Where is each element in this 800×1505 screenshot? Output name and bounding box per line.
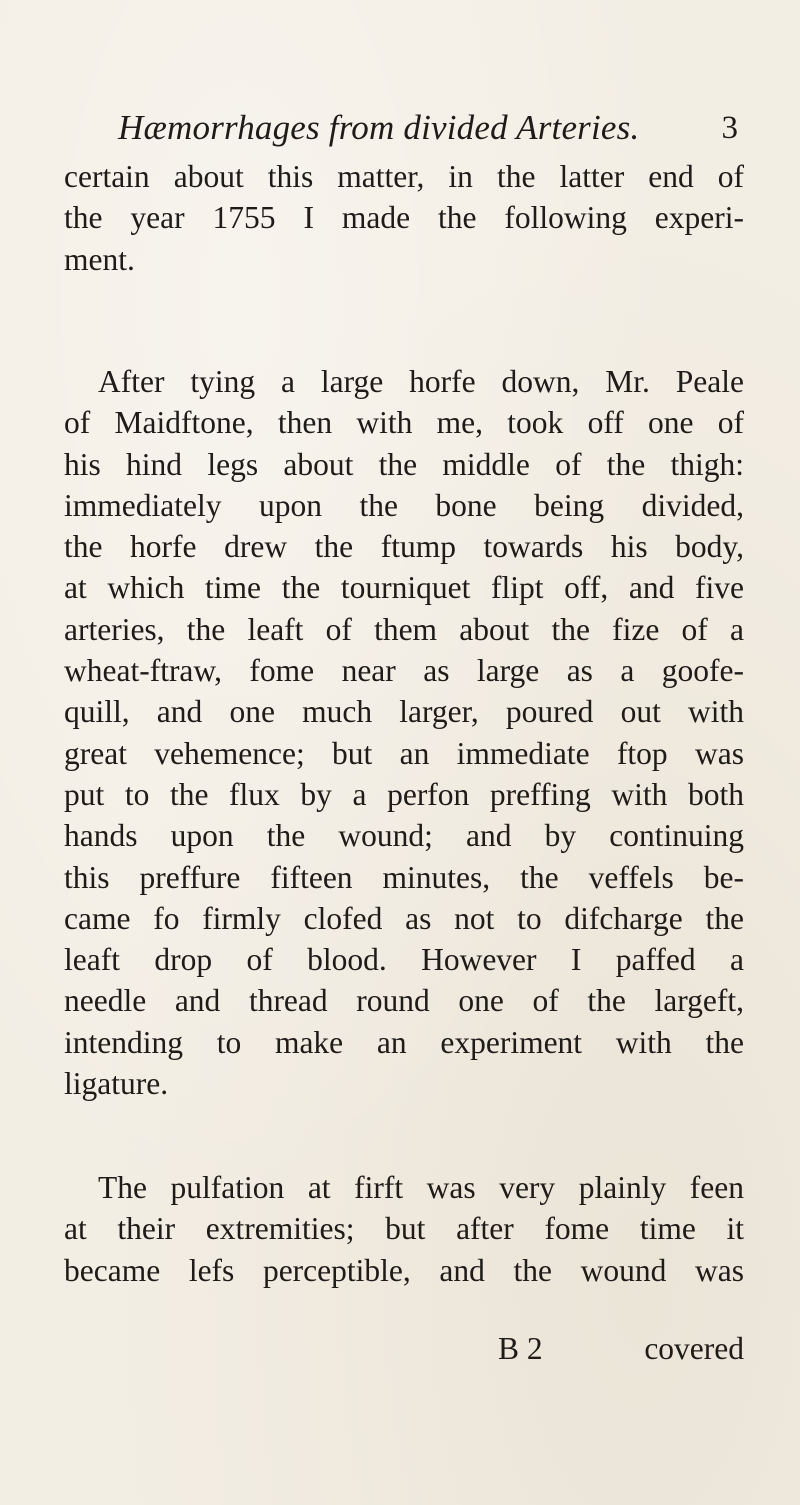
text-line: immediately upon the bone being divided, [64,487,744,523]
text-line: came fo firmly clofed as not to difcharge the [64,900,744,936]
page-footer [64,1331,744,1373]
text-line: great vehemence; but an immediate ftop was [64,735,744,771]
text-line: quill, and one much larger, poured out with [64,694,744,730]
text-line: at their extremities; but after fome time it [64,1211,744,1247]
text-line: arteries, the leaft of them about the fize of a [64,611,744,647]
text-line: put to the flux by a perfon preffing with both [64,776,744,812]
text-line: After tying a large horfe down, Mr. Peale [98,364,744,399]
text-line: wheat-ftraw, fome near as large as a goofe- [64,653,744,689]
text-line: became lefs perceptible, and the wound was [64,1252,744,1288]
paragraph-3 [64,1167,744,1291]
text-line: leaft drop of blood. However I paffed a [64,942,744,978]
text-line: intending to make an experiment with the [64,1024,744,1060]
signature-mark: B 2 [498,1331,543,1366]
paragraph-2 [64,361,744,1104]
running-title: Hæmorrhages from divided Arteries. [118,108,640,147]
text-line: the horfe drew the ftump towards his body, [64,529,744,565]
text-line: certain about this matter, in the latter end of [64,159,744,194]
text-line: the year 1755 I made the following experi- [64,200,744,236]
text-line: ment. [64,241,135,277]
text-line: his hind legs about the middle of the thigh: [64,446,744,482]
text-line: hands upon the wound; and by continuing [64,818,744,854]
page-header [118,108,738,158]
paragraph-1 [64,156,744,280]
catchword: covered [644,1331,744,1366]
text-line: The pulfation at firft was very plainly feen [98,1170,744,1205]
page-number: 3 [721,110,738,146]
text-line: needle and thread round one of the largeft, [64,983,744,1019]
text-line: at which time the tourniquet flipt off, and five [64,570,744,606]
text-line: this preffure fifteen minutes, the veffels be- [64,859,744,895]
text-line: ligature. [64,1066,169,1102]
text-line: of Maidftone, then with me, took off one of [64,405,744,441]
